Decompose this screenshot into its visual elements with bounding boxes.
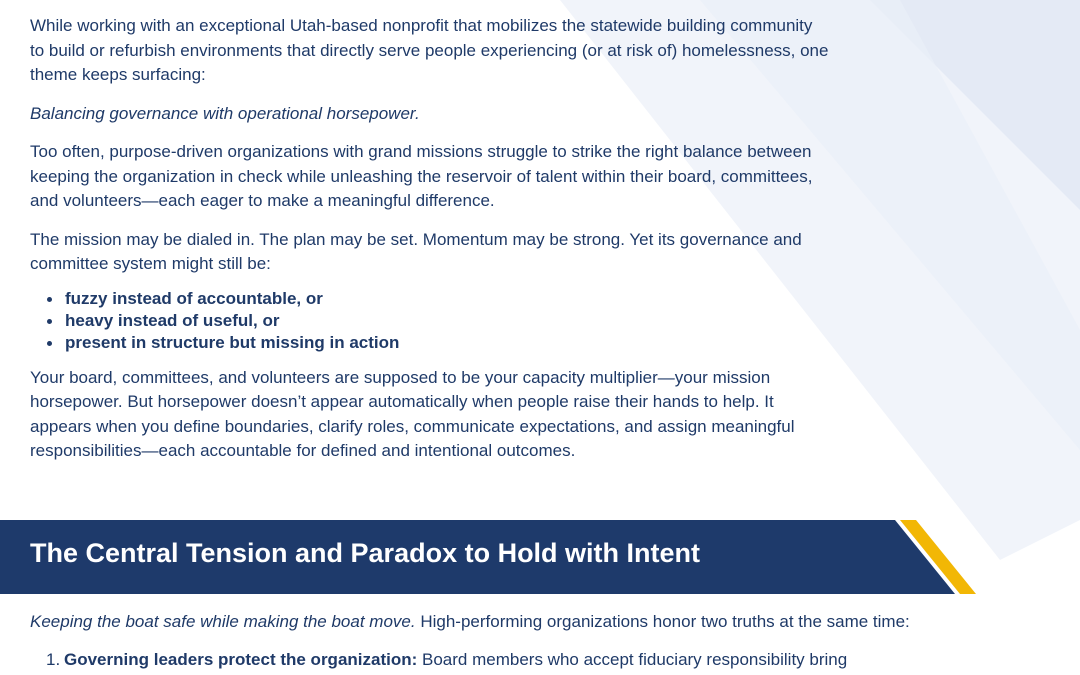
body-content [30, 14, 830, 464]
numbered-list [30, 649, 1060, 671]
section-content [30, 610, 1060, 671]
paragraph-mission: The mission may be dialed in. The plan may be set. Momentum may be strong. Yet its governance and committee system might still be: [30, 229, 802, 273]
bullet-text: present in structure but missing in action [65, 332, 400, 352]
bullet-list [30, 288, 830, 354]
section-banner [0, 520, 1080, 594]
item-number: 1. [46, 649, 61, 669]
paragraph-horsepower: Your board, committees, and volunteers are supposed to be your capacity multiplier—your mission horsepower. But horsepower doesn’t appear automatically when people raise their hands to help. It appears when you define boundaries, clarify roles, communicate expectations, and assign meaningful responsibilities—each accountable for defined and intentional outcomes. [30, 367, 795, 460]
paragraph-intro: While working with an exceptional Utah-based nonprofit that mobilizes the statewide building community to build or refurbish environments that directly serve people experiencing (or at risk of) homelessness, one theme keeps surfacing: [30, 16, 829, 84]
bullet-dot-icon [47, 297, 52, 302]
bullet-text: heavy instead of useful, or [65, 310, 280, 330]
bullet-dot-icon [47, 319, 52, 324]
bullet-item [65, 288, 830, 310]
section-intro-emphasis: Keeping the boat safe while making the boat move. [30, 612, 416, 631]
section-intro-text: High-performing organizations honor two truths at the same time: [415, 612, 910, 631]
numbered-item [46, 649, 1060, 671]
item-lead: Governing leaders protect the organization: [64, 649, 418, 669]
bullet-dot-icon [47, 341, 52, 346]
section-heading: The Central Tension and Paradox to Hold with Intent [30, 538, 701, 568]
item-text: Board members who accept fiduciary responsibility bring [417, 649, 848, 669]
section-intro [30, 610, 1060, 635]
bullet-item [65, 310, 830, 332]
bullet-text: fuzzy instead of accountable, or [65, 288, 323, 308]
paragraph-emphasis: Balancing governance with operational horsepower. [30, 103, 420, 123]
bullet-item [65, 332, 830, 354]
paragraph-balance: Too often, purpose-driven organizations with grand missions struggle to strike the right balance between keeping the organization in check while unleashing the reservoir of talent within their board, committees, and volunteers—each eager to make a meaningful difference. [30, 142, 813, 210]
